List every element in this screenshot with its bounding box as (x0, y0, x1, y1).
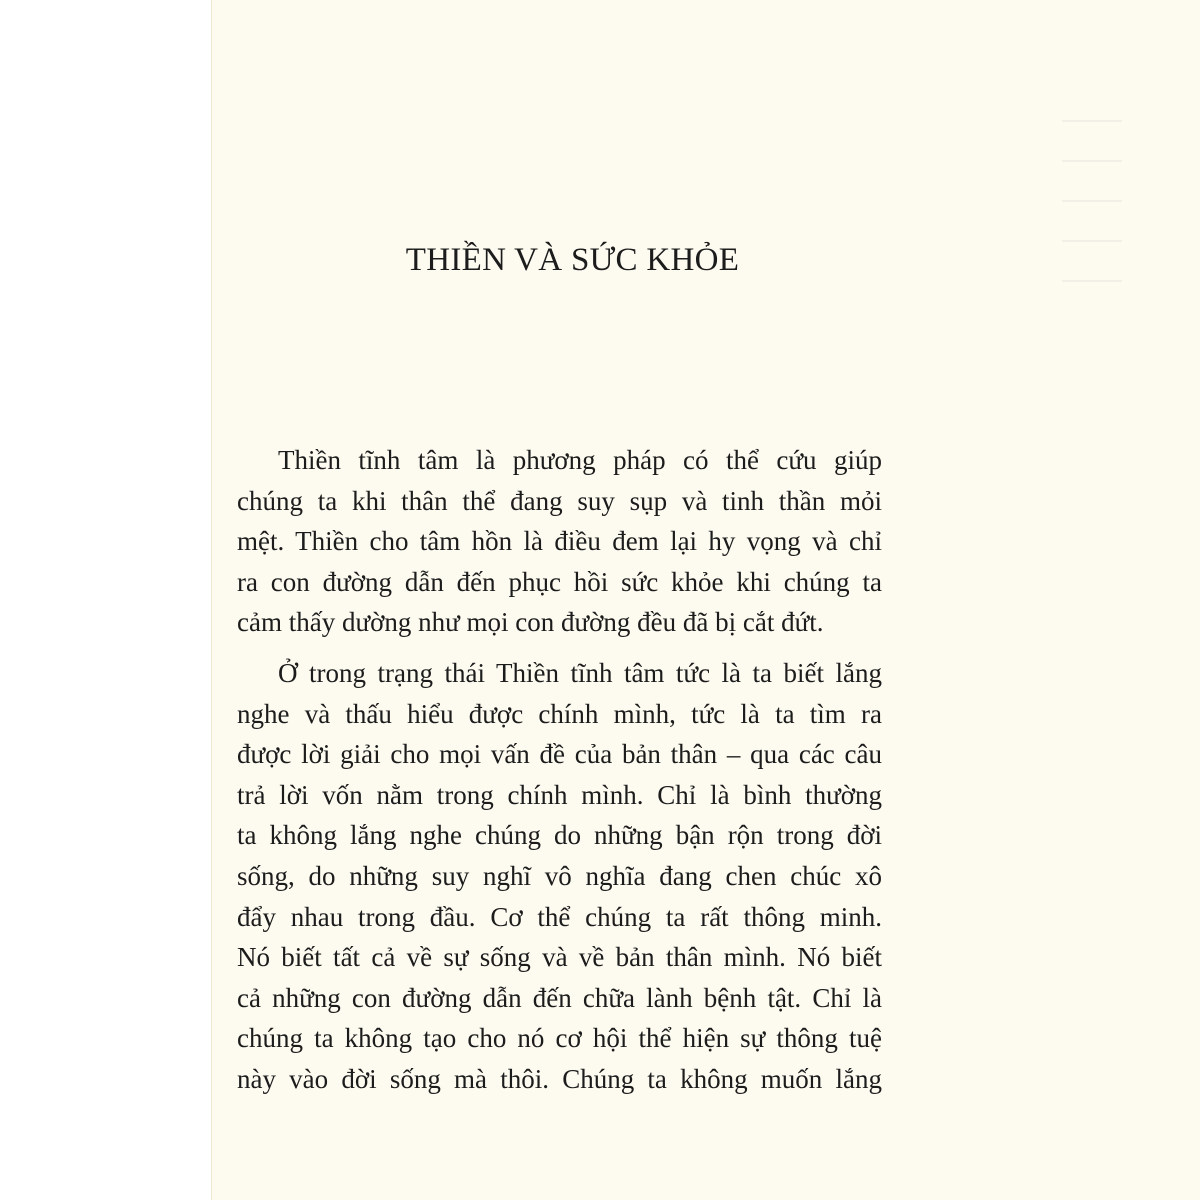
paragraph-1-line-3: mệt. Thiền cho tâm hồn là điều đem lại hy vọng và chỉ (237, 526, 882, 557)
paragraph-2-line-10: chúng ta không tạo cho nó cơ hội thể hiện sự thông tuệ (237, 1023, 882, 1054)
paragraph-1-line-1: Thiền tĩnh tâm là phương pháp có thể cứu giúp (278, 445, 882, 475)
paragraph-2-line-6: sống, do những suy nghĩ vô nghĩa đang chen chúc xô (237, 860, 882, 891)
paragraph-2-line-3: được lời giải cho mọi vấn đề của bản thân – qua các câu (237, 739, 882, 770)
paragraph-2-line-4: trả lời vốn nằm trong chính mình. Chỉ là bình thường (237, 779, 882, 810)
paragraph-2-line-7: đẩy nhau trong đầu. Cơ thể chúng ta rất thông minh. (237, 901, 882, 932)
paragraph-2-line-9: cả những con đường dẫn đến chữa lành bệnh tật. Chỉ là (237, 982, 882, 1013)
paragraph-1-line-4: ra con đường dẫn đến phục hồi sức khỏe khi chúng ta (237, 566, 882, 597)
paragraph-2-line-2: nghe và thấu hiểu được chính mình, tức là ta tìm ra (237, 698, 882, 729)
body-text (237, 440, 882, 1100)
paragraph-2-line-8: Nó biết tất cả về sự sống và về bản thân mình. Nó biết (237, 942, 882, 973)
chapter-title: THIỀN VÀ SỨC KHỎE (405, 242, 740, 278)
paragraph-1-line-2: chúng ta khi thân thể đang suy sụp và tinh thần mỏi (237, 485, 882, 516)
paragraph-gap (237, 643, 882, 653)
paragraph-1-line-5: cảm thấy dường như mọi con đường đều đã bị cắt đứt. (237, 607, 824, 638)
paragraph-2-line-1: Ở trong trạng thái Thiền tĩnh tâm tức là ta biết lắng (278, 657, 882, 688)
paragraph-2-line-5: ta không lắng nghe chúng do những bận rộn trong đời (237, 820, 882, 851)
paragraph-2-line-11: này vào đời sống mà thôi. Chúng ta không muốn lắng (237, 1063, 882, 1094)
